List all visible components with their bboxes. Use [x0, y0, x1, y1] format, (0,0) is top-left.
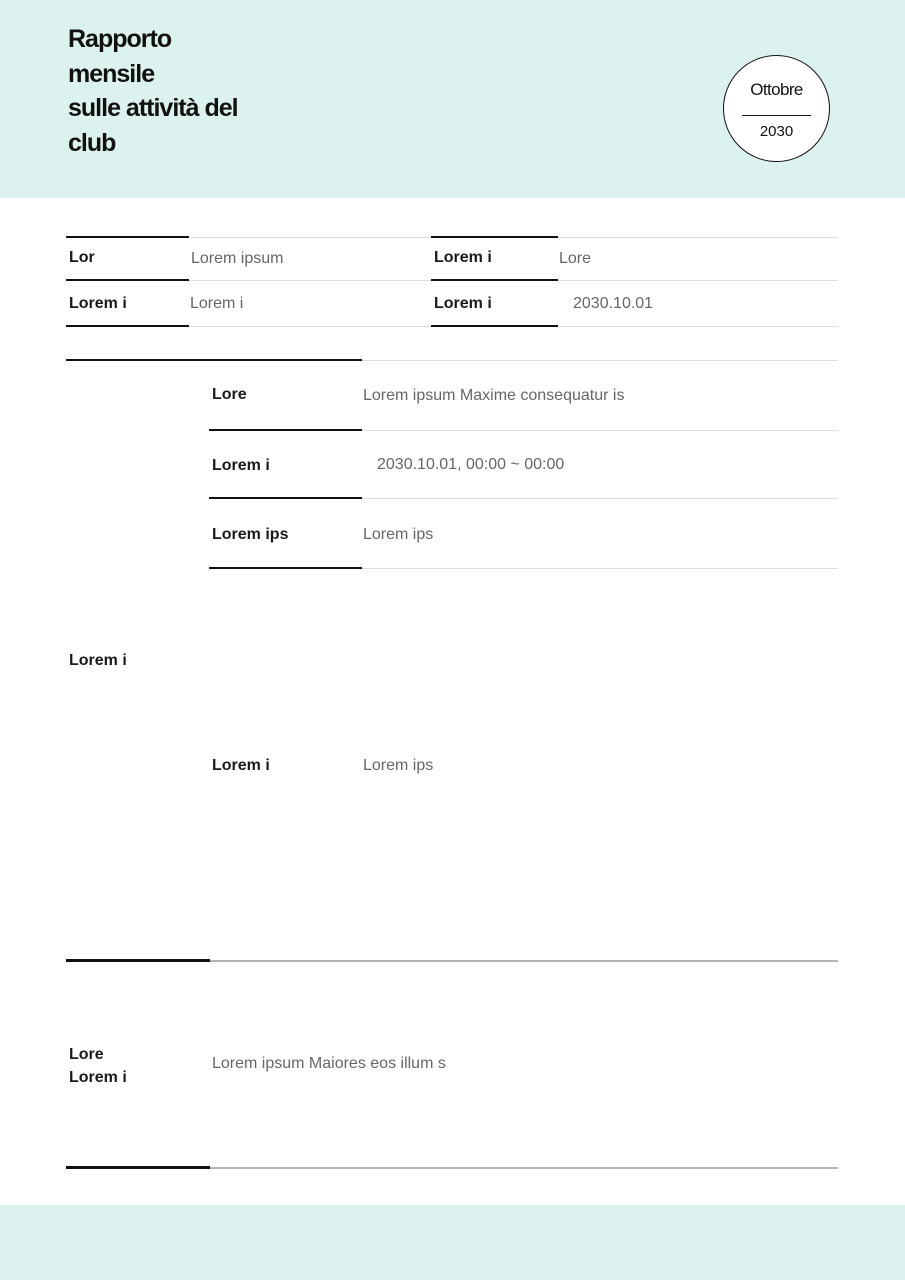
report-header [0, 0, 905, 198]
activity-label-2: Lorem i [212, 457, 270, 474]
activity-label-4: Lorem i [212, 757, 270, 774]
notes-label-line-1: Lore [69, 1046, 104, 1063]
info-label-2: Lorem i [434, 249, 492, 266]
date-badge [723, 55, 830, 162]
title-line-4: club [68, 128, 116, 157]
activity-top-accent [66, 359, 362, 361]
info-value-3: Lorem i [190, 295, 244, 312]
notes-bottom-accent [66, 1166, 210, 1169]
activity-value-4: Lorem ips [363, 757, 434, 774]
info-label-3: Lorem i [69, 295, 127, 312]
badge-month: Ottobre [750, 80, 803, 99]
badge-year: 2030 [759, 123, 794, 140]
report-footer [0, 1205, 905, 1280]
activity-accent-1 [209, 429, 362, 431]
report-title [68, 22, 288, 160]
info-label-4: Lorem i [434, 295, 492, 312]
title-line-2: mensile [68, 59, 155, 88]
activity-label-1: Lore [212, 386, 247, 403]
info-table-top-accent-left [66, 236, 189, 238]
info-table-bottom-accent-right [431, 325, 558, 327]
info-table-mid-accent-right [431, 279, 558, 281]
badge-divider [742, 115, 811, 116]
notes-value: Lorem ipsum Maiores eos illum s [212, 1055, 446, 1072]
info-label-1: Lor [69, 249, 95, 266]
activity-accent-2 [209, 497, 362, 499]
activity-bottom-accent [66, 959, 210, 962]
notes-label-line-2: Lorem i [69, 1069, 127, 1086]
title-line-1: Rapporto [68, 25, 172, 53]
activity-label-3: Lorem ips [212, 526, 289, 543]
info-value-1: Lorem ipsum [191, 250, 284, 267]
activity-section-label: Lorem i [69, 652, 127, 669]
info-table-mid-accent-left [66, 279, 189, 281]
notes-label [69, 1043, 127, 1089]
info-value-2: Lore [559, 250, 592, 267]
info-table-bottom-accent-left [66, 325, 189, 327]
info-value-4: 2030.10.01 [573, 295, 654, 312]
title-line-3: sulle attività del [68, 94, 238, 122]
info-table-top-accent-right [431, 236, 558, 238]
activity-accent-3 [209, 567, 362, 569]
activity-value-3: Lorem ips [363, 526, 434, 543]
activity-value-2: 2030.10.01, 00:00 ~ 00:00 [377, 456, 565, 473]
activity-value-1: Lorem ipsum Maxime consequatur is [363, 387, 625, 404]
